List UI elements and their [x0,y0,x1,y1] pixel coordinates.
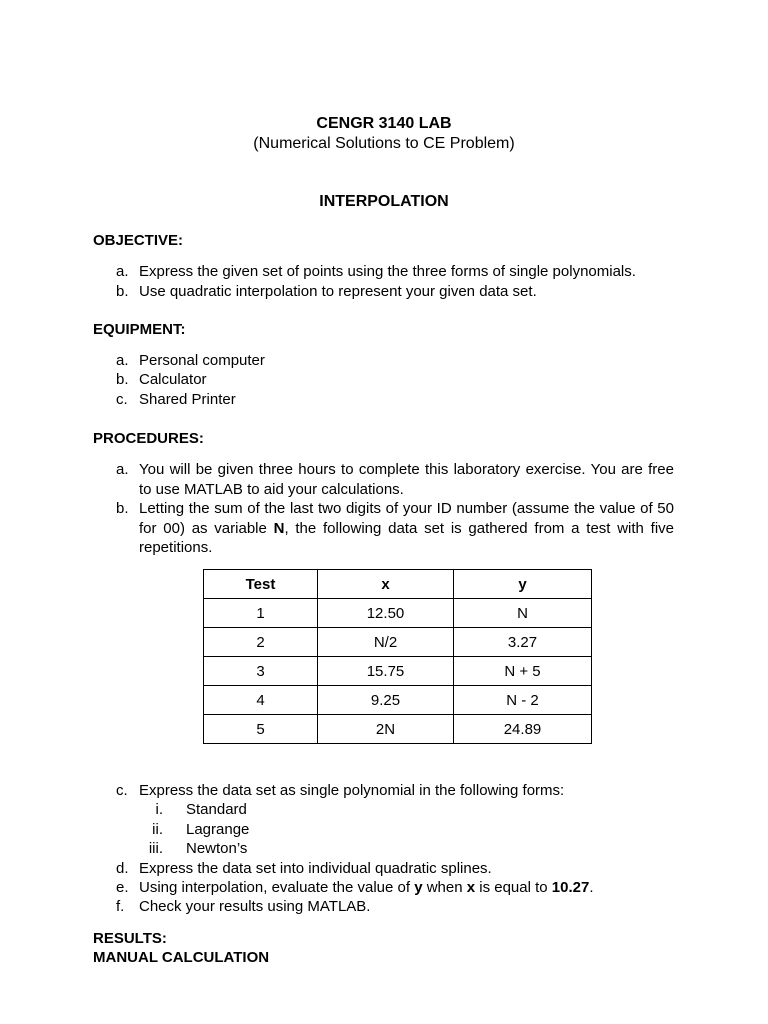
data-table [203,569,592,744]
list-marker: b. [116,282,129,300]
table-row [204,657,592,686]
list-marker: e. [116,878,129,896]
list-text: Personal computer [139,352,265,369]
course-title: CENGR 3140 LAB [316,115,452,132]
procedures-list-continued [0,781,768,917]
list-marker: a. [116,263,129,280]
table-cell: N/2 [318,628,454,657]
list-marker: a. [116,352,129,369]
results-heading: RESULTS: [93,930,167,947]
table-cell: 9.25 [318,686,454,715]
equipment-heading: EQUIPMENT: [93,321,186,338]
list-item [0,878,768,897]
procedure-b-text-part: Letting the sum of the last two digits of your ID number (assume the value of 50 for 00) as variable [139,500,674,537]
table-cell: 2 [204,628,318,657]
table-cell: 24.89 [454,715,592,744]
procedure-a-text: You will be given three hours to complete this laboratory exercise. You are free to use MATLAB to aid your calculations. [139,461,674,498]
list-text: Express the data set as single polynomial in the following forms: [139,782,565,799]
table-cell: 3.27 [454,628,592,657]
table-cell: N + 5 [454,657,592,686]
sub-list-marker: iii. [148,840,163,858]
list-text: Shared Printer [139,390,236,408]
list-text: Express the data set into individual quadratic splines. [139,859,492,877]
sub-list-item [0,820,768,839]
sub-list-text: Lagrange [186,820,250,838]
table-row [204,686,592,715]
text-part: . [589,878,594,896]
procedure-a-marker: a. [116,461,129,478]
variable-x: x [466,878,476,896]
variable-y: y [414,878,423,896]
table-cell: 12.50 [318,599,454,628]
list-marker: f. [116,898,125,916]
list-marker: b. [116,371,129,389]
list-text [139,878,594,897]
procedure-b-marker: b. [116,500,129,517]
table-header-x: x [318,570,454,599]
objective-heading: OBJECTIVE: [93,232,184,249]
sub-list-item [0,839,768,858]
table-cell: 3 [204,657,318,686]
sub-list-text: Standard [186,801,247,819]
sub-list-item [0,800,768,819]
list-marker: d. [116,859,129,877]
text-part: Using interpolation, evaluate the value of [139,878,415,896]
table-header-row [204,570,592,599]
procedure-b-text-part: , the following data set is gathered from a test with five repetitions. [139,519,674,556]
list-item [0,781,768,800]
sub-list-marker: ii. [152,820,163,838]
procedure-b-text [139,499,674,558]
list-item [0,370,768,389]
topic-title: INTERPOLATION [319,193,449,210]
list-marker: c. [116,390,128,408]
list-item [0,351,768,370]
table-cell: 4 [204,686,318,715]
procedures-heading: PROCEDURES: [93,430,204,447]
list-text: Calculator [139,371,207,389]
text-part: is equal to [475,878,552,896]
list-text: Check your results using MATLAB. [139,898,371,916]
table-row [204,599,592,628]
table-cell: 2N [318,715,454,744]
list-marker: c. [116,782,128,799]
sub-list-marker: i. [155,801,163,819]
list-item [0,282,768,302]
table-cell: 5 [204,715,318,744]
table-header-y: y [454,570,592,599]
table-cell: 1 [204,599,318,628]
list-item [0,897,768,916]
list-text: Express the given set of points using the three forms of single polynomials. [139,263,636,280]
equipment-list [0,351,768,409]
variable-n: N [273,519,285,537]
table-cell: N [454,599,592,628]
course-subtitle: (Numerical Solutions to CE Problem) [253,135,515,152]
table-row [204,715,592,744]
list-item [0,262,768,282]
sub-list-text: Newton’s [186,840,248,858]
list-item [0,390,768,409]
manual-calculation-heading: MANUAL CALCULATION [93,949,270,966]
target-value: 10.27 [551,878,590,896]
table-cell: 15.75 [318,657,454,686]
objective-list [0,262,768,301]
text-part: when [422,878,467,896]
list-text: Use quadratic interpolation to represent your given data set. [139,282,537,300]
table-header-test: Test [204,570,318,599]
table-row [204,628,592,657]
list-item [0,859,768,878]
table-cell: N - 2 [454,686,592,715]
